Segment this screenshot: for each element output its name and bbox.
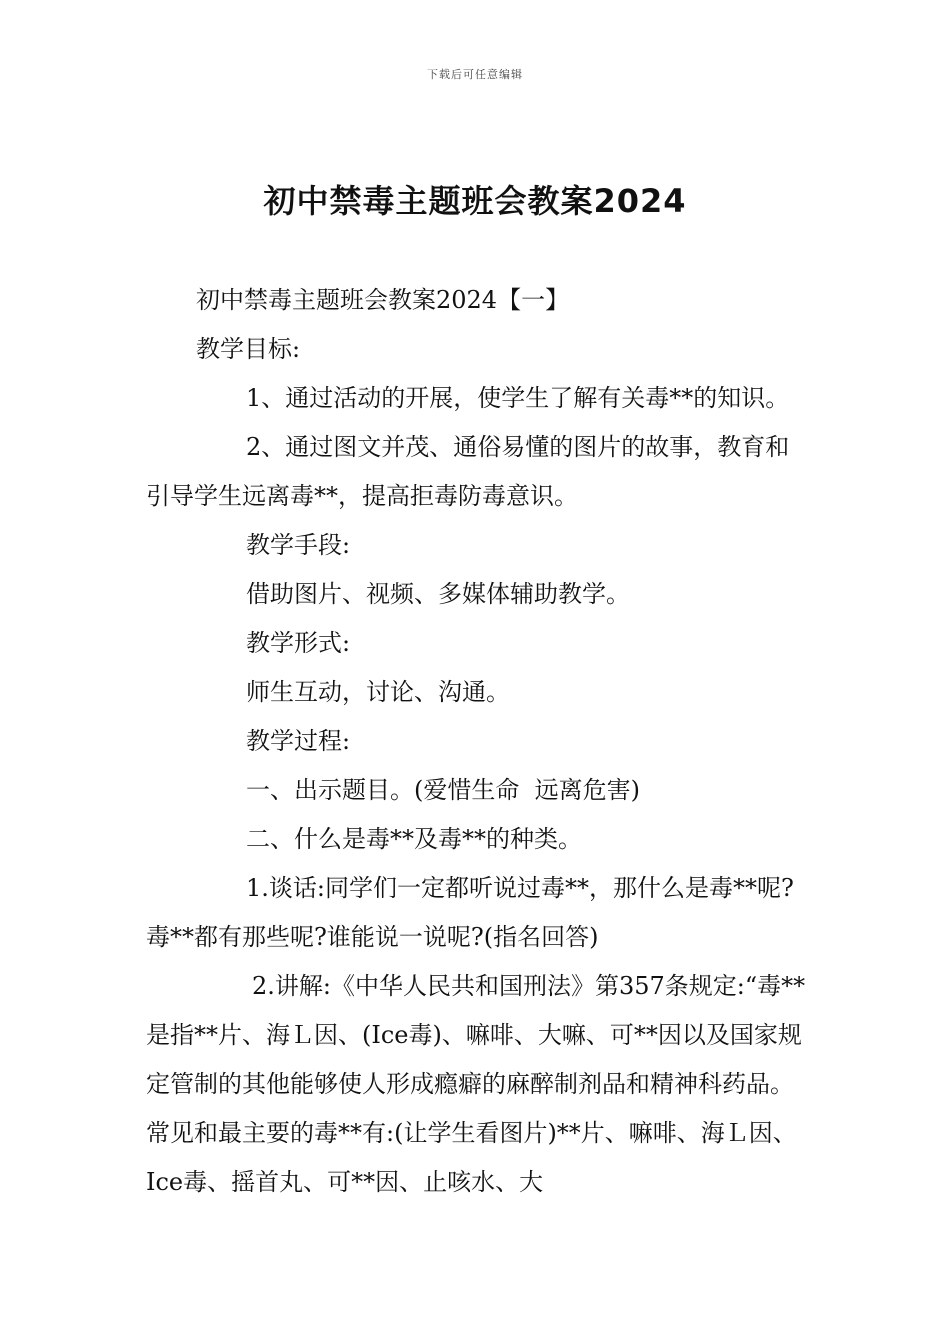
- paragraph-teaching-means-label: 教学手段:: [246, 531, 351, 559]
- page-header-note: 下载后可任意编辑: [427, 68, 523, 81]
- paragraph-talk: 1.谈话:同学们一定都听说过毒**，那什么是毒**呢?毒**都有那些呢?谁能说一说呢?(指名回答): [146, 874, 794, 951]
- paragraph-teaching-goals-label: 教学目标:: [196, 335, 301, 363]
- paragraph-explanation: 2.讲解:《中华人民共和国刑法》第357条规定:“毒**是指**片、海Ｌ因、(Ice毒)、嘛啡、大嘛、可**因以及国家规定管制的其他能够使人形成瘾癖的麻醉制剂品和精神科药品。常见和最主要的毒**有:(让学生看图片)**片、嘛啡、海Ｌ因、Ice毒、摇首丸、可**因、止咳水、大: [146, 972, 806, 1196]
- paragraph-step-2: 二、什么是毒**及毒**的种类。: [246, 825, 582, 853]
- paragraph-goal-2: 2、通过图文并茂、通俗易懂的图片的故事，教育和引导学生远离毒**，提高拒毒防毒意识。: [146, 433, 790, 510]
- paragraph-teaching-form: 师生互动，讨论、沟通。: [246, 678, 510, 706]
- section-heading: 初中禁毒主题班会教案2024【一】: [196, 286, 570, 314]
- paragraph-teaching-form-label: 教学形式:: [246, 629, 351, 657]
- document-title: 初中禁毒主题班会教案2024: [263, 182, 687, 220]
- paragraph-step-1: 一、出示题目。(爱惜生命 远离危害): [246, 776, 640, 804]
- document-body: [146, 276, 810, 1207]
- paragraph-teaching-process-label: 教学过程:: [246, 727, 351, 755]
- paragraph-teaching-means: 借助图片、视频、多媒体辅助教学。: [246, 580, 630, 608]
- paragraph-goal-1: 1、通过活动的开展，使学生了解有关毒**的知识。: [246, 384, 790, 412]
